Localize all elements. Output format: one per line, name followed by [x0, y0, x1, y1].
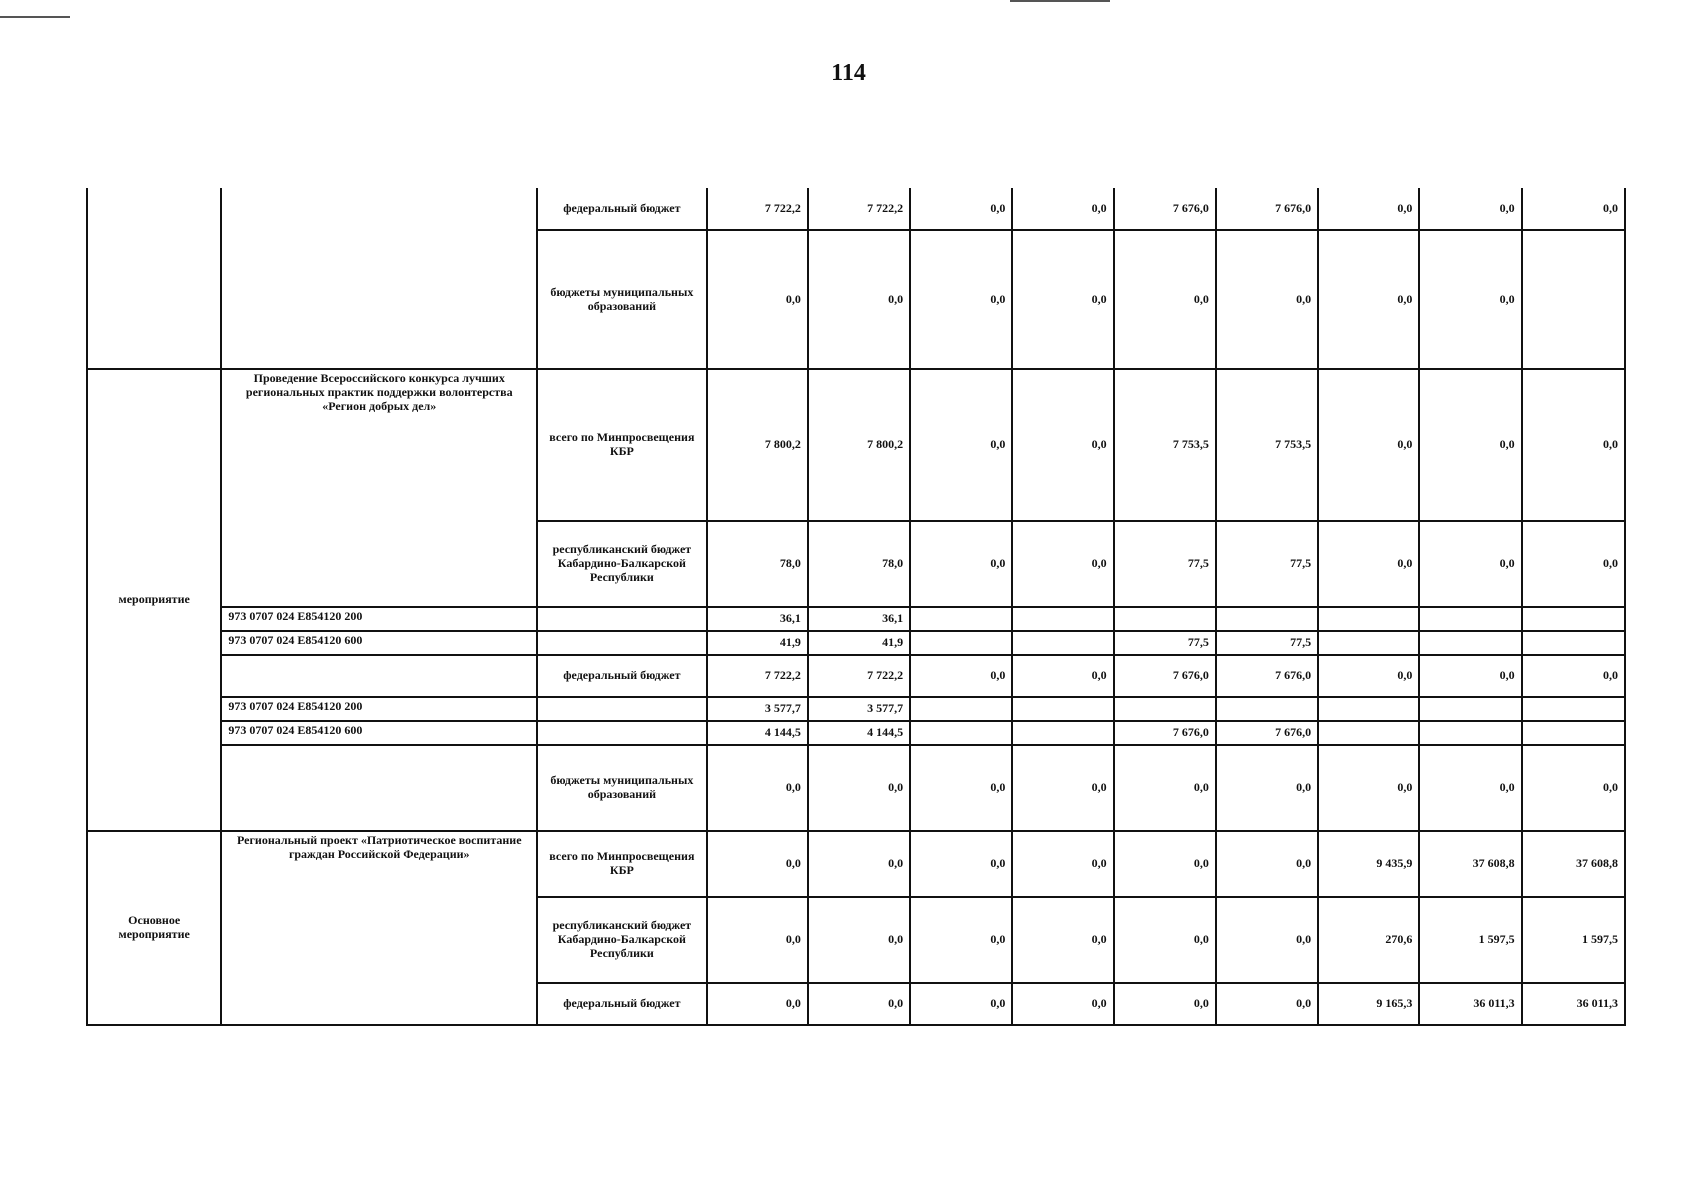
- value-cell: 0,0: [707, 745, 808, 831]
- source-cell: [537, 631, 706, 655]
- value-cell: 0,0: [1419, 521, 1521, 607]
- value-cell: 0,0: [1216, 230, 1318, 369]
- value-cell: 0,0: [1318, 369, 1419, 521]
- name-cell: [221, 745, 537, 831]
- value-cell: [1216, 607, 1318, 631]
- table-row: [87, 369, 1625, 521]
- source-cell: [537, 697, 706, 721]
- value-cell: 7 722,2: [808, 655, 910, 697]
- value-cell: 7 722,2: [707, 655, 808, 697]
- value-cell: [1012, 697, 1113, 721]
- value-cell: 7 753,5: [1216, 369, 1318, 521]
- value-cell: 7 676,0: [1216, 655, 1318, 697]
- table-row: [87, 655, 1625, 697]
- value-cell: [1419, 607, 1521, 631]
- value-cell: [910, 607, 1012, 631]
- name-cell: [221, 655, 537, 697]
- value-cell: [1012, 631, 1113, 655]
- value-cell: 0,0: [1216, 745, 1318, 831]
- value-cell: 41,9: [707, 631, 808, 655]
- value-cell: 77,5: [1216, 521, 1318, 607]
- event-type-cell: мероприятие: [87, 369, 221, 831]
- value-cell: 0,0: [910, 188, 1012, 230]
- value-cell: 3 577,7: [808, 697, 910, 721]
- source-cell: всего по Минпросвещения КБР: [537, 831, 706, 897]
- value-cell: 1 597,5: [1419, 897, 1521, 983]
- value-cell: 7 676,0: [1114, 655, 1216, 697]
- value-cell: 0,0: [1419, 655, 1521, 697]
- source-cell: [537, 607, 706, 631]
- value-cell: 78,0: [707, 521, 808, 607]
- source-cell: всего по Минпросвещения КБР: [537, 369, 706, 521]
- value-cell: 0,0: [910, 521, 1012, 607]
- value-cell: 78,0: [808, 521, 910, 607]
- value-cell: 0,0: [910, 983, 1012, 1025]
- value-cell: 4 144,5: [707, 721, 808, 745]
- value-cell: 36,1: [707, 607, 808, 631]
- value-cell: 0,0: [1522, 745, 1625, 831]
- value-cell: [1114, 607, 1216, 631]
- value-cell: 0,0: [1012, 897, 1113, 983]
- value-cell: 0,0: [808, 230, 910, 369]
- value-cell: 0,0: [1522, 188, 1625, 230]
- value-cell: [1522, 721, 1625, 745]
- budget-code-cell: 973 0707 024 E854120 200: [221, 607, 537, 631]
- value-cell: 0,0: [910, 897, 1012, 983]
- scan-artifact-line: [0, 16, 70, 18]
- value-cell: [910, 697, 1012, 721]
- value-cell: [1114, 697, 1216, 721]
- value-cell: 0,0: [1318, 655, 1419, 697]
- page-number: 114: [831, 60, 866, 86]
- value-cell: 37 608,8: [1419, 831, 1521, 897]
- value-cell: 0,0: [1419, 369, 1521, 521]
- value-cell: 36 011,3: [1522, 983, 1625, 1025]
- value-cell: 41,9: [808, 631, 910, 655]
- value-cell: 0,0: [910, 655, 1012, 697]
- value-cell: 0,0: [1114, 897, 1216, 983]
- value-cell: 0,0: [707, 897, 808, 983]
- name-cell-continued: [221, 188, 537, 369]
- value-cell: 0,0: [910, 831, 1012, 897]
- table-row: [87, 631, 1625, 655]
- scan-artifact-line: [1010, 0, 1110, 2]
- value-cell: 0,0: [910, 745, 1012, 831]
- value-cell: [910, 631, 1012, 655]
- value-cell: 0,0: [1522, 655, 1625, 697]
- source-cell: бюджеты муниципальных образований: [537, 745, 706, 831]
- source-cell: республиканский бюджет Кабардино-Балкарской Республики: [537, 521, 706, 607]
- value-cell: 4 144,5: [808, 721, 910, 745]
- value-cell: [1419, 721, 1521, 745]
- source-cell: республиканский бюджет Кабардино-Балкарской Республики: [537, 897, 706, 983]
- value-cell: 0,0: [1522, 521, 1625, 607]
- value-cell: [1419, 631, 1521, 655]
- value-cell: 0,0: [808, 897, 910, 983]
- value-cell: 7 800,2: [707, 369, 808, 521]
- value-cell: 0,0: [1419, 745, 1521, 831]
- source-cell: федеральный бюджет: [537, 655, 706, 697]
- source-cell: [537, 721, 706, 745]
- value-cell: 0,0: [707, 230, 808, 369]
- value-cell: 0,0: [1012, 831, 1113, 897]
- value-cell: 0,0: [1012, 521, 1113, 607]
- value-cell: [1318, 607, 1419, 631]
- value-cell: 0,0: [1012, 655, 1113, 697]
- value-cell: 7 676,0: [1114, 721, 1216, 745]
- source-cell: бюджеты муниципальных образований: [537, 230, 706, 369]
- value-cell: 0,0: [1419, 230, 1521, 369]
- budget-code-cell: 973 0707 024 E854120 600: [221, 631, 537, 655]
- value-cell: 1 597,5: [1522, 897, 1625, 983]
- value-cell: 7 753,5: [1114, 369, 1216, 521]
- table-row: [87, 188, 1625, 230]
- value-cell: 0,0: [1114, 230, 1216, 369]
- source-cell: федеральный бюджет: [537, 188, 706, 230]
- value-cell: 7 800,2: [808, 369, 910, 521]
- value-cell: 0,0: [1419, 188, 1521, 230]
- main-event-type-cell: Основное мероприятие: [87, 831, 221, 1025]
- value-cell: [1522, 230, 1625, 369]
- budget-table: [86, 188, 1626, 1026]
- value-cell: 0,0: [1318, 745, 1419, 831]
- table-row: [87, 607, 1625, 631]
- value-cell: 0,0: [707, 983, 808, 1025]
- value-cell: 0,0: [1012, 230, 1113, 369]
- value-cell: 0,0: [808, 983, 910, 1025]
- value-cell: 0,0: [707, 831, 808, 897]
- value-cell: [1522, 607, 1625, 631]
- value-cell: [1318, 721, 1419, 745]
- value-cell: 7 722,2: [808, 188, 910, 230]
- value-cell: [1216, 697, 1318, 721]
- value-cell: 37 608,8: [1522, 831, 1625, 897]
- value-cell: 0,0: [910, 230, 1012, 369]
- value-cell: [1522, 631, 1625, 655]
- source-cell: федеральный бюджет: [537, 983, 706, 1025]
- value-cell: 0,0: [1216, 897, 1318, 983]
- value-cell: [1012, 607, 1113, 631]
- value-cell: 0,0: [1318, 188, 1419, 230]
- value-cell: [1318, 631, 1419, 655]
- value-cell: 0,0: [910, 369, 1012, 521]
- value-cell: 0,0: [1114, 831, 1216, 897]
- value-cell: 36,1: [808, 607, 910, 631]
- value-cell: 0,0: [1012, 983, 1113, 1025]
- value-cell: 9 165,3: [1318, 983, 1419, 1025]
- value-cell: [1318, 697, 1419, 721]
- value-cell: [910, 721, 1012, 745]
- value-cell: 7 676,0: [1216, 188, 1318, 230]
- value-cell: 77,5: [1114, 631, 1216, 655]
- table-row: [87, 697, 1625, 721]
- event-name-cell: Проведение Всероссийского конкурса лучших региональных практик поддержки волонтерства «Регион добрых дел»: [221, 369, 537, 607]
- table-row: [87, 831, 1625, 897]
- value-cell: 0,0: [1114, 745, 1216, 831]
- value-cell: 0,0: [1012, 369, 1113, 521]
- value-cell: 270,6: [1318, 897, 1419, 983]
- budget-code-cell: 973 0707 024 E854120 600: [221, 721, 537, 745]
- value-cell: 7 676,0: [1114, 188, 1216, 230]
- value-cell: 0,0: [808, 831, 910, 897]
- value-cell: 7 722,2: [707, 188, 808, 230]
- budget-code-cell: 973 0707 024 E854120 200: [221, 697, 537, 721]
- value-cell: 0,0: [1216, 831, 1318, 897]
- table-row: [87, 745, 1625, 831]
- value-cell: [1522, 697, 1625, 721]
- value-cell: 9 435,9: [1318, 831, 1419, 897]
- value-cell: 3 577,7: [707, 697, 808, 721]
- value-cell: 0,0: [1522, 369, 1625, 521]
- value-cell: 36 011,3: [1419, 983, 1521, 1025]
- value-cell: 77,5: [1216, 631, 1318, 655]
- value-cell: 0,0: [1114, 983, 1216, 1025]
- value-cell: 77,5: [1114, 521, 1216, 607]
- project-name-cell: Региональный проект «Патриотическое воспитание граждан Российской Федерации»: [221, 831, 537, 1025]
- value-cell: [1012, 721, 1113, 745]
- value-cell: 0,0: [1012, 188, 1113, 230]
- value-cell: 0,0: [1216, 983, 1318, 1025]
- value-cell: [1419, 697, 1521, 721]
- table-row: [87, 721, 1625, 745]
- value-cell: 0,0: [1318, 230, 1419, 369]
- value-cell: 7 676,0: [1216, 721, 1318, 745]
- value-cell: 0,0: [1012, 745, 1113, 831]
- value-cell: 0,0: [1318, 521, 1419, 607]
- value-cell: 0,0: [808, 745, 910, 831]
- type-cell-continued: [87, 188, 221, 369]
